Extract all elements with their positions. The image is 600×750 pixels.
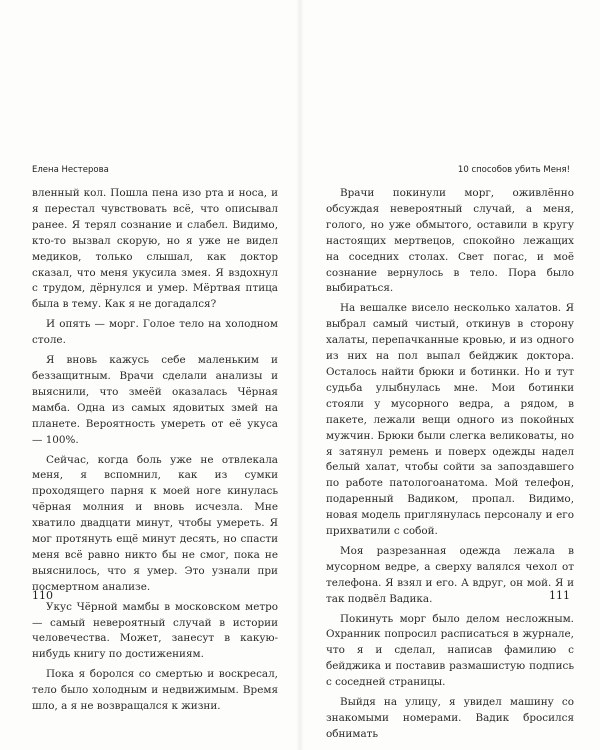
right-page bbox=[300, 0, 600, 750]
paragraph: И опять — морг. Голое тело на холодном столе. bbox=[32, 318, 278, 347]
paragraph: На вешалке висело несколько халатов. Я выбрал самый чистый, откинув в сторону халаты, перепачканные кровью, и из одного из них на пол выпал бейджик доктора. Осталось найти брюки и ботинки. Но и тут судьба улыбнулась мне. Мои ботинки стояли у мусорного ведра, а рядом, в пакете, лежали вещи одного из покойных мужчин. Брюки были слегка великоваты, но я затянул ремень и поверх одежды надел белый халат, чтобы сойти за запоздавшего по работе патологоанатома. Мой телефон, подаренный Вадиком, пропал. Видимо, новая модель приглянулась персоналу и его прихватили с собой. bbox=[326, 302, 574, 538]
paragraph: Врачи покинули морг, оживлённо обсуждая невероятный случай, а меня, голого, но уже обмытого, оставили в кругу настоящих мертвецов, спокойно лежащих на соседних столах. Свет погас, и моё сознание вернулось в тело. Пора было выбираться. bbox=[326, 187, 574, 295]
page-number-left: 110 bbox=[32, 589, 53, 602]
paragraph: Пока я боролся со смертью и воскресал, тело было холодным и недвижимым. Время шло, а я не возвращался к жизни. bbox=[32, 668, 278, 713]
paragraph: Выйдя на улицу, я увидел машину со знакомыми номерами. Вадик бросился обнимать bbox=[326, 696, 574, 740]
paragraph: Сейчас, когда боль уже не отвлекала меня, я вспомнил, как из сумки проходящего парня к моей ноге кинулась чёрная молния и вновь исчезла. Мне хватило двадцати минут, чтобы умереть. Я мог протянуть ещё минут десять, но спасти меня всё равно никто бы не смог, пока не выяснилось, что я умер. Это узнали при посмертном анализе. bbox=[32, 453, 278, 593]
left-page-text bbox=[32, 186, 278, 719]
running-head-title: 10 способов убить Меня! bbox=[457, 165, 570, 175]
page-number-right: 111 bbox=[549, 589, 570, 602]
paragraph: Я вновь кажусь себе маленьким и беззащитным. Врачи сделали анализы и выяснили, что змеёй оказалась Чёрная мамба. Одна из самых ядовитых змей на планете. Вероятность умереть от её укуса — 100%. bbox=[32, 354, 278, 446]
paragraph: Укус Чёрной мамбы в московском метро — самый невероятный случай в истории человечества. Может, занесут в какую-нибудь книгу по достижениям. bbox=[32, 600, 278, 661]
paragraph: Моя разрезанная одежда лежала в мусорном ведре, а сверху валялся чехол от телефона. Я взял и его. А вдруг, он мой. Я и так подвёл Вадика. bbox=[326, 544, 574, 605]
right-page-text bbox=[326, 186, 574, 747]
running-head-author: Елена Нестерова bbox=[32, 165, 109, 175]
paragraph: вленный кол. Пошла пена изо рта и носа, и я перестал чувствовать всё, что описывал ранее. Я терял сознание и слабел. Видимо, кто-то вызвал скорую, но я уже не видел медиков, только слышал, как доктор сказал, что меня укусила змея. Я вздохнул с трудом, дёрнулся и умер. Мёртвая птица была в тему. Как я не догадался? bbox=[32, 187, 278, 311]
paragraph: Покинуть морг было делом несложным. Охранник попросил расписаться в журнале, что я и сделал, написав фамилию с бейджика и поставив размашистую подпись с соседней страницы. bbox=[326, 612, 574, 689]
